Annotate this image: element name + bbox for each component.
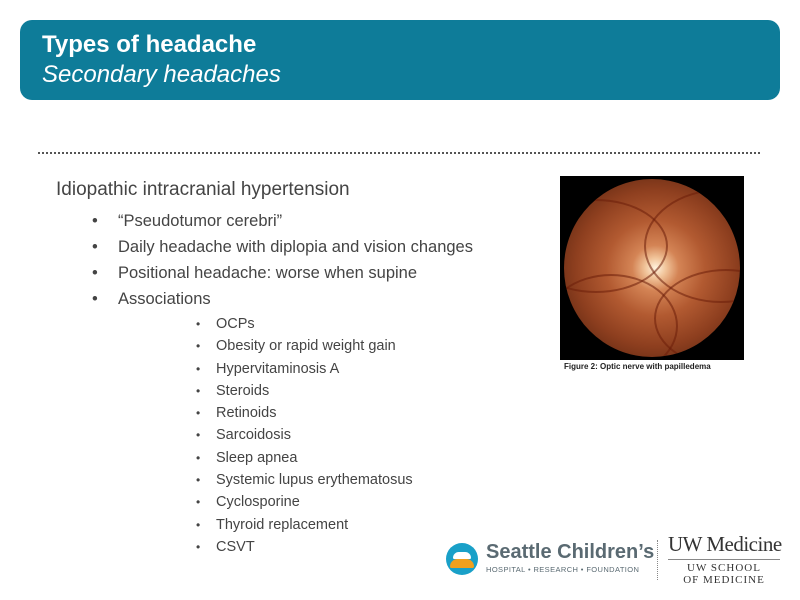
bullet-icon: • — [196, 428, 201, 443]
list-item: • Positional headache: worse when supine — [56, 260, 546, 286]
list-item: • Sleep apnea — [118, 447, 546, 469]
list-item: • CSVT — [118, 536, 546, 558]
slide-header — [20, 20, 780, 100]
figure-caption: Figure 2: Optic nerve with papilledema — [564, 362, 711, 371]
bullet-icon: • — [196, 406, 201, 421]
seattle-childrens-logo — [446, 540, 655, 580]
fundus-photo — [560, 176, 744, 360]
bullet-icon: • — [196, 339, 201, 354]
optic-nerve-image — [564, 179, 740, 357]
uw-rule — [668, 559, 780, 560]
list-item: • Thyroid replacement — [118, 514, 546, 536]
uw-school-line1: UW SCHOOL — [687, 562, 761, 574]
list-item: • Associations • OCPs • Obesity or rapid weight gain • Hypervitaminosis A • Steroids • Retinoids • Sarcoidosis • Sleep apnea • Systemic lupus erythematosus • Cyclosporine • Thyroid replacement • CSVT — [56, 286, 546, 558]
list-item: • Hypervitaminosis A — [118, 358, 546, 380]
bullet-icon: • — [196, 495, 201, 510]
seattle-childrens-name: Seattle Children’s — [486, 541, 655, 563]
bullet-icon: • — [196, 517, 201, 532]
list-item: • “Pseudotumor cerebri” — [56, 208, 546, 234]
uw-medicine-logo — [668, 532, 784, 586]
uw-medicine-name: UW Medicine — [668, 532, 782, 556]
bullet-icon: • — [92, 290, 98, 308]
main-heading: Idiopathic intracranial hypertension — [56, 179, 350, 200]
slide-title: Types of headache — [42, 31, 257, 58]
bullet-icon: • — [92, 238, 98, 256]
seattle-childrens-subtitle: HOSPITAL • RESEARCH • FOUNDATION — [486, 565, 640, 574]
uw-school-line2: OF MEDICINE — [683, 574, 765, 586]
list-item: • Sarcoidosis — [118, 424, 546, 446]
bullet-icon: • — [196, 361, 201, 376]
bullet-icon: • — [196, 539, 201, 554]
seattle-childrens-logo-icon — [446, 543, 478, 575]
bullet-icon: • — [196, 473, 201, 488]
bullet-list — [56, 208, 546, 558]
list-item: • Systemic lupus erythematosus — [118, 469, 546, 491]
list-item: • Steroids — [118, 380, 546, 402]
list-item: • OCPs — [118, 313, 546, 335]
slide-subtitle: Secondary headaches — [42, 61, 281, 88]
associations-list — [118, 313, 546, 558]
bullet-icon: • — [196, 450, 201, 465]
list-item: • Daily headache with diplopia and vision changes — [56, 234, 546, 260]
list-item: • Obesity or rapid weight gain — [118, 335, 546, 357]
list-item: • Cyclosporine — [118, 491, 546, 513]
bullet-icon: • — [196, 383, 201, 398]
slide-content — [56, 178, 546, 558]
bullet-icon: • — [196, 317, 201, 331]
bullet-icon: • — [92, 212, 98, 230]
bullet-icon: • — [92, 264, 98, 282]
dotted-divider — [38, 152, 760, 154]
list-item: • Retinoids — [118, 402, 546, 424]
logo-separator — [657, 540, 658, 580]
